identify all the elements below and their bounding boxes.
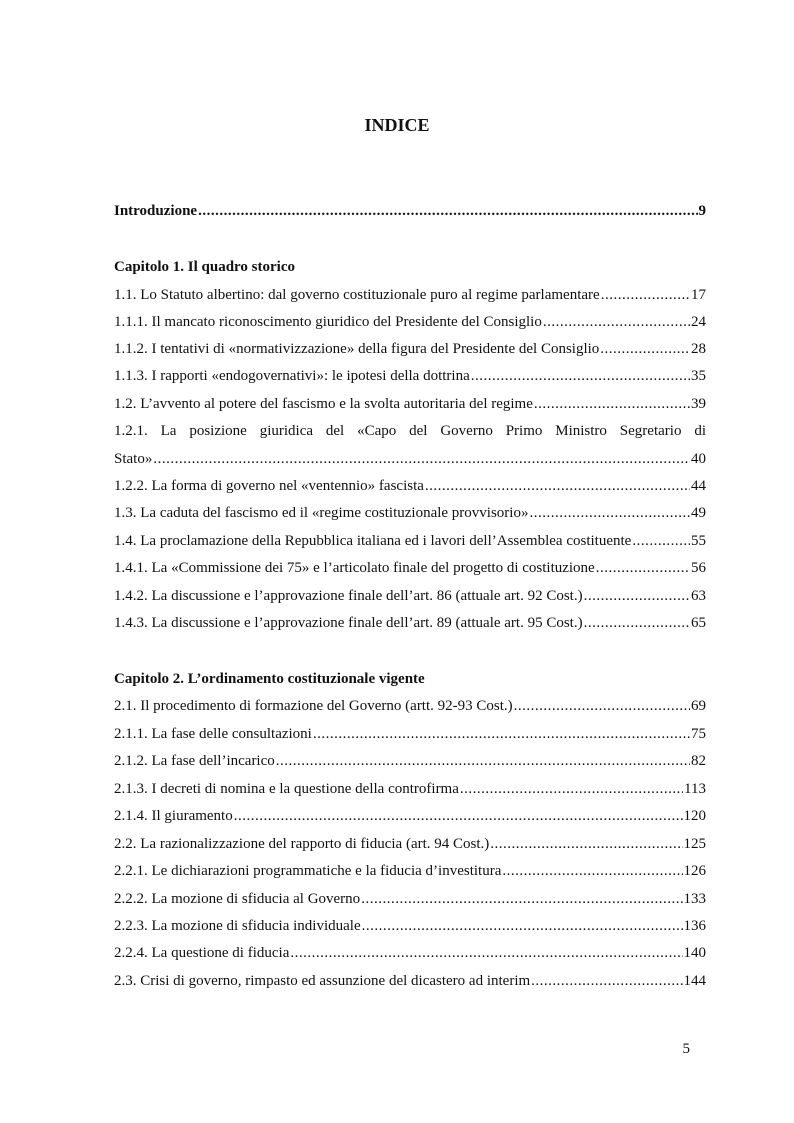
toc-entry-text: Stato» xyxy=(114,451,153,467)
dot-leader xyxy=(490,833,682,855)
toc-entry xyxy=(114,557,706,579)
toc-entry-text: 1.4. La proclamazione della Repubblica italiana ed i lavori dell’Assemblea costituente xyxy=(114,533,632,549)
toc-entry-text: 2.1. Il procedimento di formazione del Governo (artt. 92-93 Cost.) xyxy=(114,698,513,714)
toc-entry-text: Introduzione xyxy=(114,203,198,219)
dot-leader xyxy=(531,970,682,992)
toc-entry-text: 1.1.3. I rapporti «endogovernativi»: le ipotesi della dottrina xyxy=(114,368,470,384)
toc-entry-page: 140 xyxy=(683,945,706,961)
toc-entry-text: 2.1.3. I decreti di nomina e la questione della controfirma xyxy=(114,781,459,797)
dot-leader xyxy=(601,284,690,306)
dot-leader xyxy=(471,365,690,387)
toc-entry xyxy=(114,393,706,415)
toc-entry-text: 2.1.4. Il giuramento xyxy=(114,808,233,824)
toc-entry xyxy=(114,833,706,855)
toc-entry xyxy=(114,338,706,360)
toc-entry-text: 2.1.2. La fase dell’incarico xyxy=(114,753,275,769)
dot-leader xyxy=(543,311,690,333)
toc-entry-page: 17 xyxy=(691,287,706,303)
toc-entry-text: 1.1. Lo Statuto albertino: dal governo costituzionale puro al regime parlamentare xyxy=(114,287,600,303)
toc-entry xyxy=(114,311,706,333)
toc-entry xyxy=(114,585,706,607)
toc-entry xyxy=(114,612,706,634)
dot-leader xyxy=(313,723,690,745)
toc-entry-text: 1.2.2. La forma di governo nel «ventennio» fascista xyxy=(114,478,424,494)
toc-entry-text: 1.4.2. La discussione e l’approvazione finale dell’art. 86 (attuale art. 92 Cost.) xyxy=(114,588,583,604)
toc-entry-page: 55 xyxy=(691,533,706,549)
toc-entry-text: 1.2. L’avvento al potere del fascismo e la svolta autoritaria del regime xyxy=(114,396,533,412)
toc-entry-page: 24 xyxy=(691,314,706,330)
toc-entry-text: 2.2.4. La questione di fiducia xyxy=(114,945,290,961)
dot-leader xyxy=(153,448,690,470)
toc-entry-page: 144 xyxy=(683,973,706,989)
dot-leader xyxy=(362,915,683,937)
toc-entry-page: 125 xyxy=(683,836,706,852)
chapter-heading: Capitolo 2. L’ordinamento costituzionale vigente xyxy=(114,671,425,687)
dot-leader xyxy=(502,860,682,882)
toc-entry-page: 136 xyxy=(683,918,706,934)
dot-leader xyxy=(514,695,690,717)
toc-entry-text: 2.2.2. La mozione di sfiducia al Governo xyxy=(114,891,361,907)
toc-entry xyxy=(114,695,706,717)
dot-leader xyxy=(600,338,690,360)
dot-leader xyxy=(234,805,683,827)
toc-entry-page: 63 xyxy=(691,588,706,604)
toc-entry-page: 9 xyxy=(698,203,706,219)
toc-entry xyxy=(114,475,706,497)
toc-entry-page: 56 xyxy=(691,560,706,576)
toc-entry-text: 2.3. Crisi di governo, rimpasto ed assunzione del dicastero ad interim xyxy=(114,973,531,989)
dot-leader xyxy=(584,612,690,634)
dot-leader xyxy=(361,888,682,910)
toc-entry-text: 1.2.1. La posizione giuridica del «Capo del Governo Primo Ministro Segretario di xyxy=(114,423,706,439)
dot-leader xyxy=(632,530,690,552)
dot-leader xyxy=(198,200,697,222)
toc-entry-page: 126 xyxy=(683,863,706,879)
toc-entry xyxy=(114,805,706,827)
toc-entry-introduction xyxy=(114,200,706,222)
toc-entry-text: 1.3. La caduta del fascismo ed il «regime costituzionale provvisorio» xyxy=(114,505,529,521)
dot-leader xyxy=(290,942,682,964)
toc-entry xyxy=(114,970,706,992)
dot-leader xyxy=(425,475,690,497)
toc-entry-page: 39 xyxy=(691,396,706,412)
toc-entry-multiline xyxy=(114,420,706,442)
dot-leader xyxy=(596,557,690,579)
dot-leader xyxy=(460,778,683,800)
toc-entry-page: 69 xyxy=(691,698,706,714)
toc-entry xyxy=(114,888,706,910)
toc-entry xyxy=(114,860,706,882)
page-title: INDICE xyxy=(364,115,430,135)
toc-entry-text: 1.1.2. I tentativi di «normativizzazione» della figura del Presidente del Consiglio xyxy=(114,341,600,357)
toc-entry-text: 2.2.3. La mozione di sfiducia individuale xyxy=(114,918,361,934)
toc-entry xyxy=(114,530,706,552)
toc-entry-page: 75 xyxy=(691,726,706,742)
toc-entry-text: 1.4.3. La discussione e l’approvazione finale dell’art. 89 (attuale art. 95 Cost.) xyxy=(114,615,583,631)
toc-entry-text: 2.1.1. La fase delle consultazioni xyxy=(114,726,312,742)
toc-entry xyxy=(114,915,706,937)
toc-entry-page: 133 xyxy=(683,891,706,907)
dot-leader xyxy=(534,393,690,415)
toc-entry xyxy=(114,284,706,306)
page-number: 5 xyxy=(682,1041,690,1057)
toc-entry xyxy=(114,942,706,964)
chapter-heading: Capitolo 1. Il quadro storico xyxy=(114,259,295,275)
toc-entry-page: 82 xyxy=(691,753,706,769)
toc-entry-page: 65 xyxy=(691,615,706,631)
toc-entry-page: 35 xyxy=(691,368,706,384)
toc-entry xyxy=(114,750,706,772)
toc-entry xyxy=(114,448,706,470)
toc-entry xyxy=(114,502,706,524)
toc-entry-text: 1.4.1. La «Commissione dei 75» e l’articolato finale del progetto di costituzione xyxy=(114,560,595,576)
toc-entry-page: 28 xyxy=(691,341,706,357)
dot-leader xyxy=(584,585,690,607)
toc-entry-text: 2.2. La razionalizzazione del rapporto di fiducia (art. 94 Cost.) xyxy=(114,836,490,852)
dot-leader xyxy=(529,502,690,524)
toc-entry xyxy=(114,778,706,800)
toc-entry-page: 40 xyxy=(691,451,706,467)
toc-entry-page: 44 xyxy=(691,478,706,494)
dot-leader xyxy=(276,750,690,772)
toc-entry-text: 2.2.1. Le dichiarazioni programmatiche e la fiducia d’investitura xyxy=(114,863,502,879)
toc-entry-page: 113 xyxy=(684,781,706,797)
toc-entry-page: 120 xyxy=(683,808,706,824)
toc-entry-page: 49 xyxy=(691,505,706,521)
toc-entry xyxy=(114,365,706,387)
toc-entry-text: 1.1.1. Il mancato riconoscimento giuridico del Presidente del Consiglio xyxy=(114,314,542,330)
toc-entry xyxy=(114,723,706,745)
